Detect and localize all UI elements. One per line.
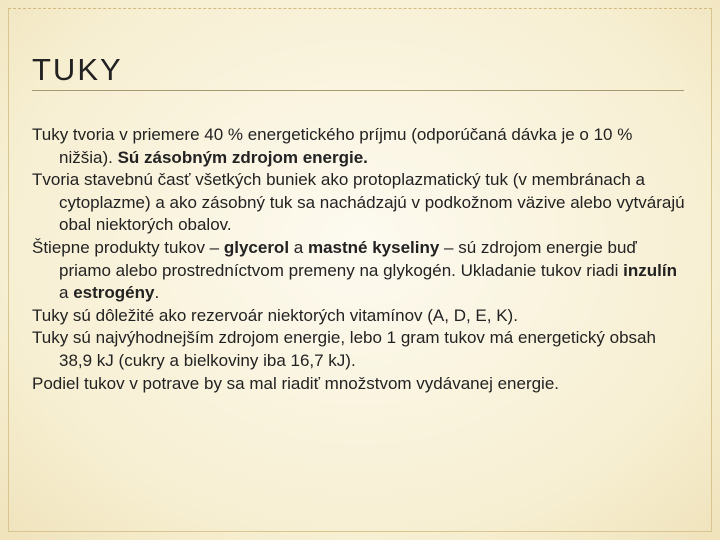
slide-body xyxy=(32,124,688,395)
paragraph-breakdown-products xyxy=(32,237,688,305)
paragraph-text: Štiepne produkty tukov – xyxy=(32,237,224,257)
bold-text-fatty-acids: mastné kyseliny xyxy=(307,237,440,257)
paragraph-text: a xyxy=(59,283,74,303)
paragraph-text: – sú zdrojom energie buď priamo alebo prostredníctvom premeny na glykogén. Ukladanie tukov riadi xyxy=(59,237,637,280)
paragraph-text: Tuky tvoria v priemere 40 % energetického príjmu (odporúčaná dávka je o 10 % nižšia). xyxy=(32,125,633,167)
paragraph-diet-share xyxy=(32,373,688,396)
paragraph-text: Podiel tukov v potrave by sa mal riadiť množstvom vydávanej energie. xyxy=(32,373,560,393)
paragraph-energy-content xyxy=(32,327,688,372)
bold-text-glycerol: glycerol xyxy=(223,237,290,257)
bold-text-estrogens: estrogény xyxy=(73,283,155,303)
slide-frame-top-border xyxy=(8,8,712,9)
paragraph-text: . xyxy=(154,283,160,303)
paragraph-text: a xyxy=(289,237,308,257)
paragraph-energy-intake xyxy=(32,124,688,169)
bold-text: Sú zásobným zdrojom energie. xyxy=(117,147,368,167)
paragraph-text: Tvoria stavebnú časť všetkých buniek ako protoplazmatický tuk (v membránach a cytoplazme) a ako zásobný tuk sa nachádzajú v podkožnom väzive alebo vytvárajú obal niektorých obalov. xyxy=(32,170,685,235)
paragraph-text: Tuky sú najvýhodnejším zdrojom energie, lebo 1 gram tukov má energetický obsah 38,9 kJ (cukry a bielkoviny iba 16,7 kJ). xyxy=(32,328,656,370)
title-underline xyxy=(32,90,684,91)
paragraph-text: Tuky sú dôležité ako rezervoár niektorých vitamínov (A, D, E, K). xyxy=(32,305,518,325)
paragraph-vitamins xyxy=(32,305,688,328)
slide-title: TUKY xyxy=(32,52,123,87)
bold-text-insulin: inzulín xyxy=(623,260,677,280)
paragraph-structural-role xyxy=(32,169,688,237)
